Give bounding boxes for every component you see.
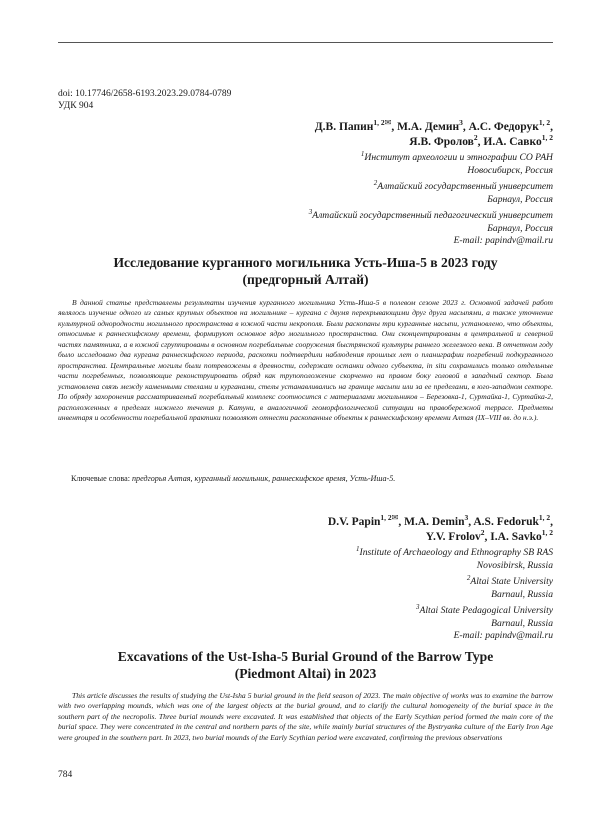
ru-keywords (71, 474, 395, 484)
doi: doi: 10.17746/2658-6193.2023.29.0784-0789 (58, 89, 232, 99)
title-line: Исследование курганного могильника Усть-Иша-5 в 2023 году (113, 255, 498, 270)
author-sup: 1, 2 (541, 528, 553, 537)
udk: УДК 904 (58, 101, 94, 111)
author-sup: 1, 2 (373, 118, 385, 127)
author-sup: 1, 2 (380, 513, 392, 522)
affiliation-org: Altai State Pedagogical University (419, 605, 553, 617)
keywords-text: предгорья Алтая, курганный могильник, раннескифское время, Усть-Иша-5. (131, 474, 396, 483)
affiliation-3 (309, 206, 553, 223)
author-name: D.V. Papin (327, 515, 381, 528)
top-rule (58, 42, 553, 43)
author-sup: 2 (480, 528, 485, 537)
keywords-label: Ключевые слова: (71, 474, 130, 483)
affiliation-org: Institute of Archaeology and Ethnography SB RAS (359, 547, 553, 559)
affiliation-city: Барнаул, Россия (487, 193, 553, 205)
en-authors-line-2: Y.V. Frolov$^2$, I.A. Savko$^{1, 2}$ (425, 528, 553, 543)
affiliation-org: Институт археологии и этнографии СО РАН (364, 152, 553, 164)
author-name: I.A. Savko (490, 530, 542, 543)
affiliation-org: Алтайский государственный университет (377, 181, 553, 193)
author-sup: 1, 2 (538, 513, 551, 522)
author-sup: 1, 2 (541, 133, 553, 142)
envelope-icon: ✉ (391, 513, 399, 522)
affiliation-2 (356, 572, 553, 589)
affiliation-city: Барнаул, Россия (487, 222, 553, 234)
affiliation-number: 1 (360, 150, 365, 158)
ru-title (58, 254, 553, 288)
affiliation-number: 2 (466, 574, 471, 582)
en-abstract (58, 691, 553, 743)
abstract-text: This article discusses the results of studying the Ust-Isha 5 burial ground in the field season of 2023. The main objective of works was to examine the barrow with two overlapping mounds, which was one of the largest objects at the burial ground, and to clarify the cultural homogeneity of the burial space in the southern part of the necropolis. Three burial mounds were excavated. It was established that objects of the Early Scythian period formed the main core of the burial space. They were concentrated in the central and northern parts of the site, while mainly burial structures of the Bystryanka culture of the Early Iron Age were grouped in the southern part. In 2023, two burial mounds of the Early Scythian period were excavated, confirming the previous observations (58, 691, 553, 742)
en-title (58, 648, 553, 682)
author-name: И.А. Савко (483, 135, 542, 148)
en-affiliations (356, 543, 553, 642)
affiliation-city: Новосибирск, Россия (467, 164, 553, 176)
author-name: А.С. Федорук (468, 120, 539, 133)
author-name: Y.V. Frolov (425, 530, 481, 543)
author-name: Д.В. Папин (314, 120, 374, 133)
doi-block (58, 88, 231, 112)
affiliation-2 (309, 177, 553, 194)
envelope-icon: ✉ (384, 118, 392, 127)
title-line: Excavations of the Ust-Isha-5 Burial Ground of the Barrow Type (117, 649, 494, 664)
author-sup: 3 (464, 513, 469, 522)
affiliation-city: Novosibirsk, Russia (476, 559, 553, 571)
affiliation-org: Altai State University (470, 576, 553, 588)
author-name: Я.В. Фролов (409, 135, 474, 148)
page-number: 784 (58, 770, 73, 780)
affiliation-city: Barnaul, Russia (491, 588, 553, 600)
author-sup: 1, 2 (538, 118, 551, 127)
affiliation-number: 2 (373, 179, 378, 187)
title-line: (предгорный Алтай) (242, 272, 369, 287)
title-line: (Piedmont Altai) in 2023 (234, 666, 377, 681)
author-sup: 2 (473, 133, 478, 142)
ru-authors-line-1: Д.В. Папин$^{1, 2✉}$, М.А. Демин$^3$, А.С. Федорук$^{1, 2}$, (314, 118, 553, 133)
affiliation-1 (356, 543, 553, 560)
affiliation-number: 3 (308, 208, 313, 216)
author-sup: 3 (459, 118, 463, 127)
affiliation-1 (309, 148, 553, 165)
affiliation-number: 1 (356, 545, 360, 553)
ru-abstract (58, 298, 553, 423)
affiliation-org: Алтайский государственный педагогический университет (312, 210, 553, 222)
en-authors-line-1: D.V. Papin$^{1, 2✉}$, M.A. Demin$^3$, A.S. Fedoruk$^{1, 2}$, (327, 513, 553, 528)
author-name: М.А. Демин (397, 120, 460, 133)
affiliation-city: Barnaul, Russia (491, 617, 553, 629)
author-name: A.S. Fedoruk (473, 515, 539, 528)
author-name: M.A. Demin (404, 515, 465, 528)
affiliation-number: 3 (416, 603, 420, 611)
email: E-mail: papindv@mail.ru (453, 235, 553, 246)
ru-authors-line-2: Я.В. Фролов$^2$, И.А. Савко$^{1, 2}$ (409, 133, 553, 148)
email: E-mail: papindv@mail.ru (453, 630, 553, 641)
affiliation-3 (356, 601, 553, 618)
abstract-text: В данной статье представлены результаты изучения курганного могильника Усть-Иша-5 в полевом сезоне 2023 г. Основной задачей работ являлось изучение одного из самых крупных объектов на могильнике – кургана с двумя перекрывающими друг друга насыпями, а также уточнение культурной однородности могильного пространства в южной части некрополя. Были раскопаны три курганные насыпи, установлено, что объекты, относимые к раннескифскому времени, формируют основное ядро могильного пространства. Они сконцентрированы в центральной и северной частях памятника, а в южной сгруппированы в основном погребальные сооружения быстрянской культуры раннего железного века. В отчетном году было исследовано два кургана раннескифского периода, раскопки подтвердили наблюдения прошлых лет о планиграфии погребений подкурганного пространства. Центральные могилы были потревожены в древности, содержат останки одного субъекта, in situ сохранились только отдельные части погребенных, позволяющие реконструировать обряд как трупоположение скорченно на правом боку головой в западный сектор. Была установлена связь между каменными стелами и курганами, стелы устанавливались на границе насыпи или за ее пределами, в юго-западном секторе. По обряду захоронения рассматриваемый погребальный комплекс соотносится с материалами могильников – Березовка-1, Суртайка-1, Суртайка-2, расположенных в пределах нижнего течения р. Катуни, в аналогичной геоморфологической ситуации на правобережной террасе. Предметы инвентаря и особенности погребальной практики позволяют отнести раскопанные объекты к раннескифскому времени Алтая (IX–VIII вв. до н.э.). (58, 298, 553, 422)
ru-affiliations (309, 148, 553, 247)
